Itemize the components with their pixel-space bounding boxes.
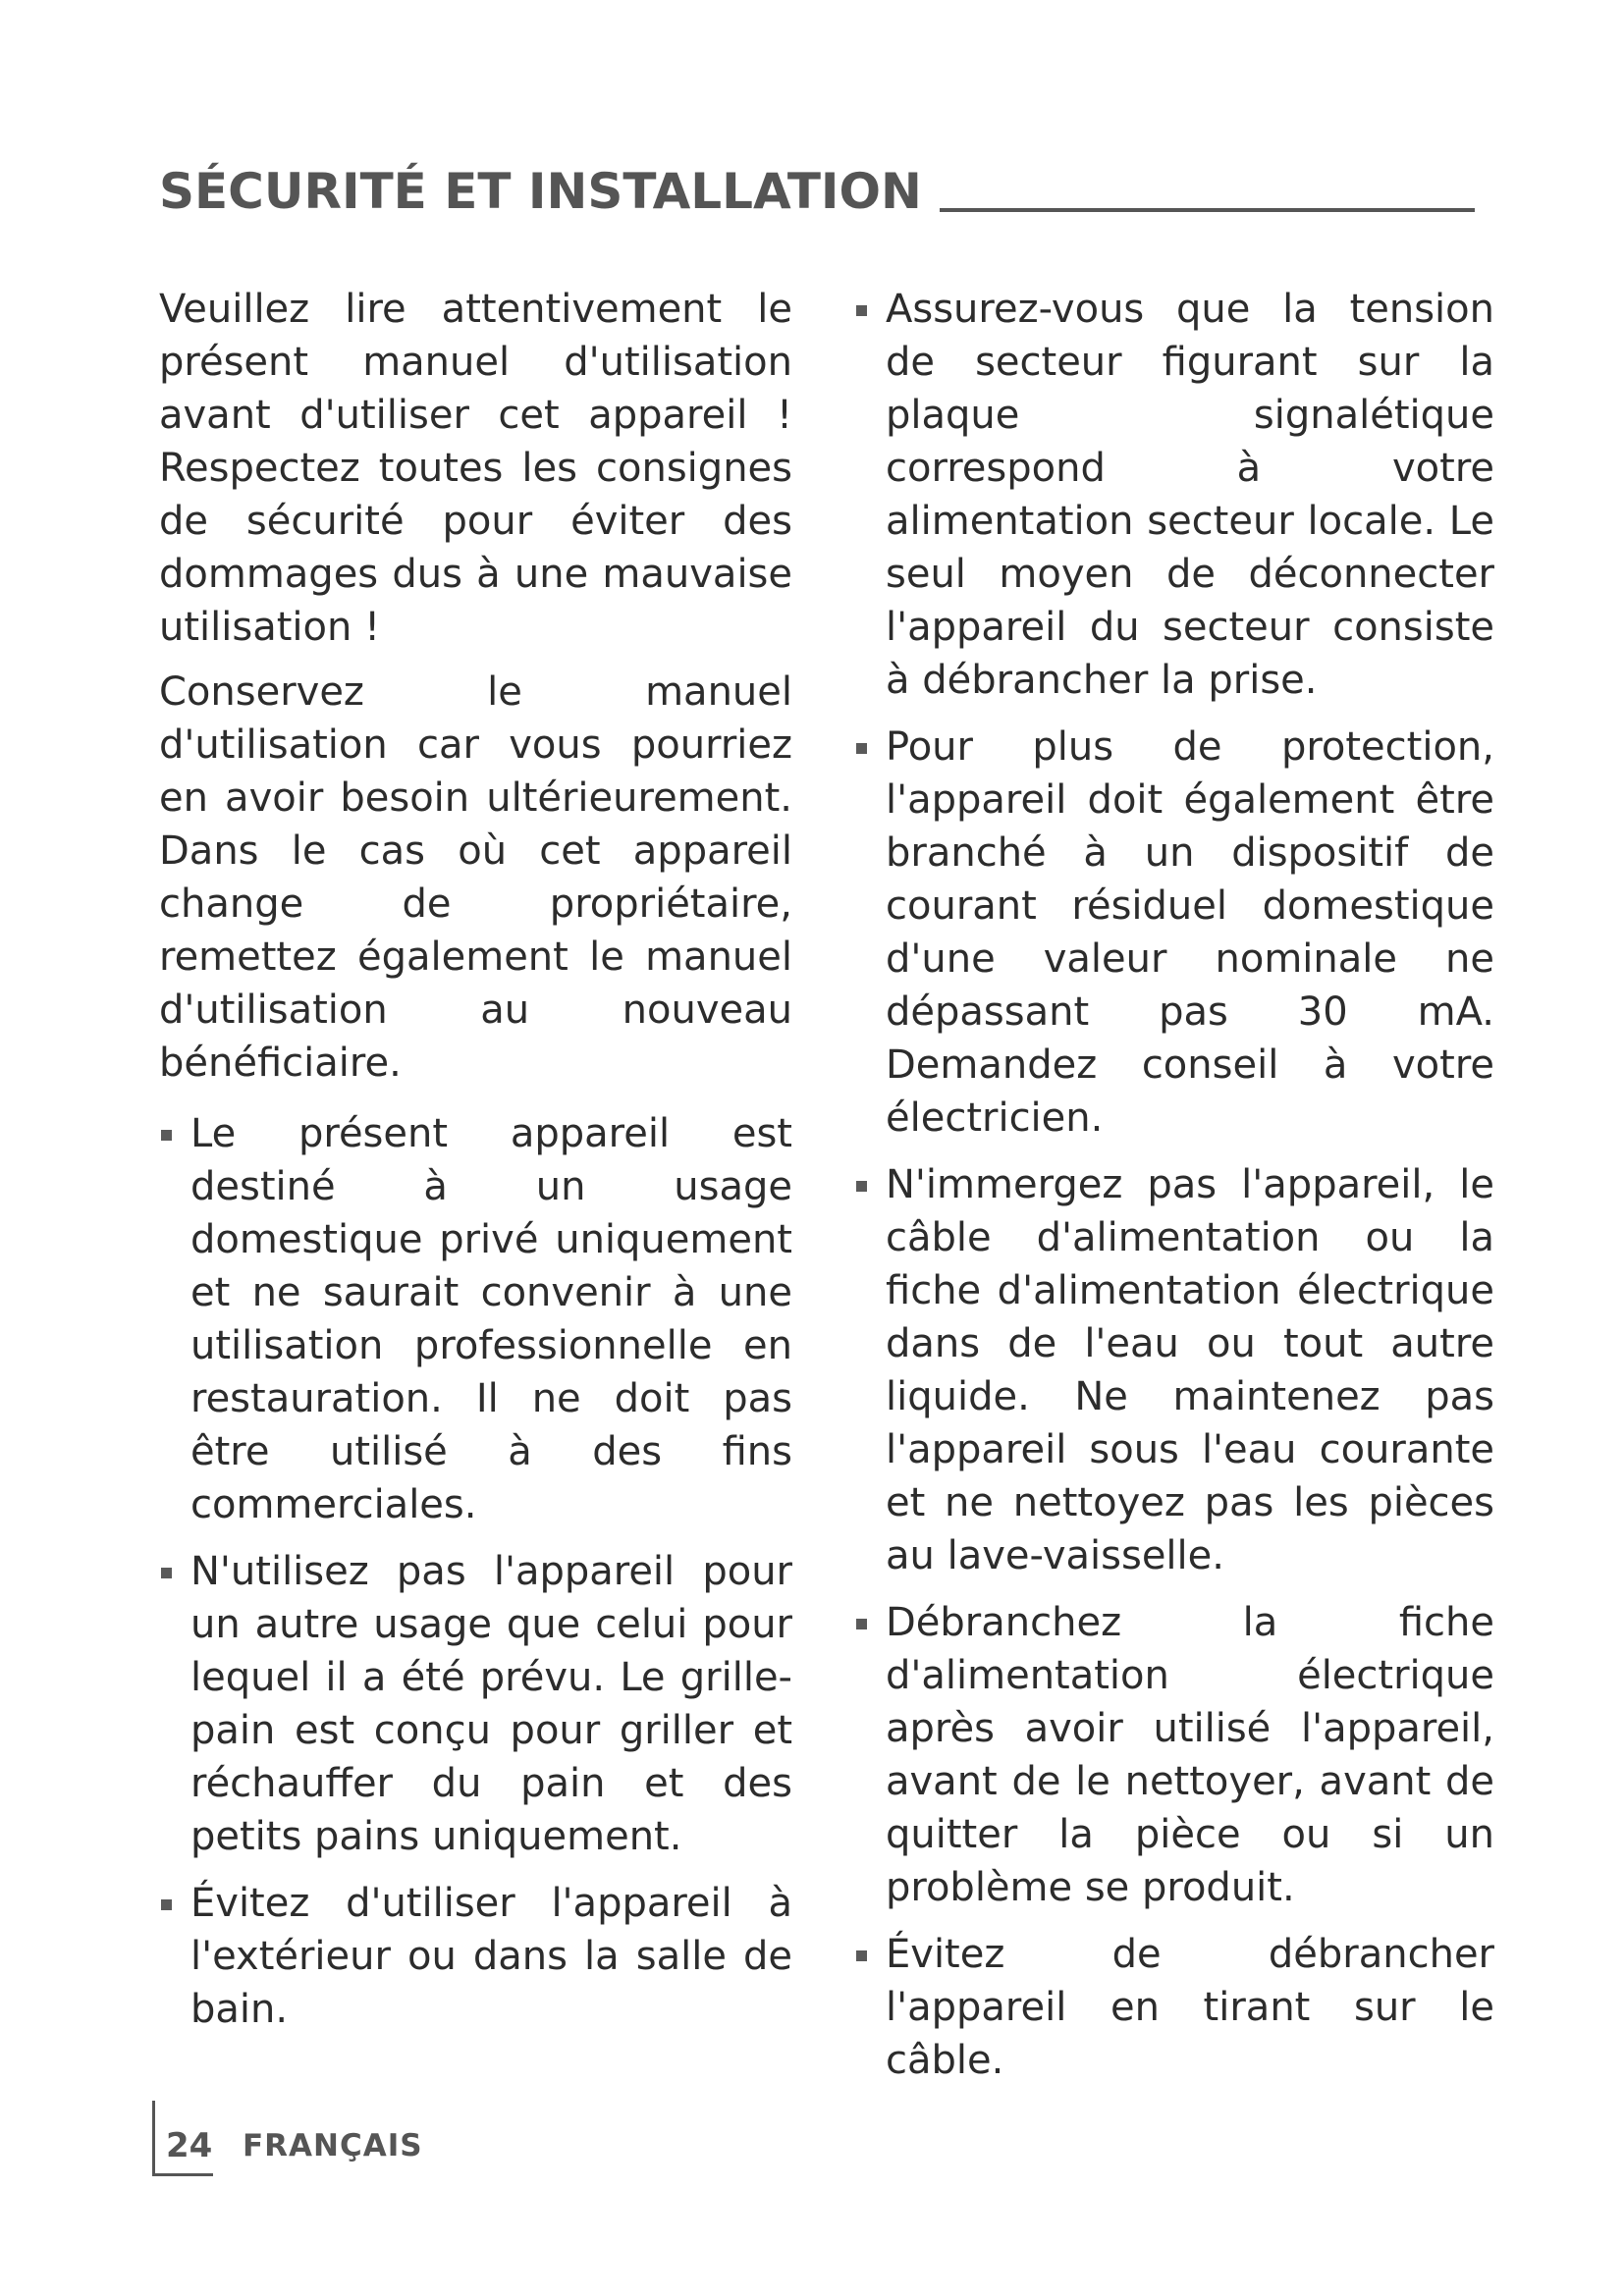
right-bullet-list [854, 283, 1494, 2087]
left-column [159, 283, 792, 2050]
square-bullet-icon [856, 1619, 867, 1629]
intro-paragraph-2: Conservez le manuel d'utilisation car vous pourriez en avoir besoin ultérieurement. Dans le cas où cet appareil change de propriétaire, remettez également le manuel d'utilisation au nouveau bénéficiaire. [159, 669, 792, 1086]
page-header [159, 147, 1475, 220]
list-item: Évitez d'utiliser l'appareil à l'extérieur ou dans la salle de bain. [159, 1877, 792, 2036]
square-bullet-icon [856, 743, 867, 754]
list-item: Évitez de débrancher l'appareil en tirant sur le câble. [854, 1928, 1494, 2087]
list-item: Débranchez la fiche d'alimentation électrique après avoir utilisé l'appareil, avant de le nettoyer, avant de quitter la pièce ou si un problème se produit. [854, 1596, 1494, 1914]
list-item: Assurez-vous que la tension de secteur figurant sur la plaque signalétique correspond à votre alimentation secteur locale. Le seul moyen de déconnecter l'appareil du secteur consiste à débrancher la prise. [854, 283, 1494, 707]
square-bullet-icon [161, 1899, 172, 1910]
intro-paragraph-1: Veuillez lire attentivement le présent manuel d'utilisation avant d'utiliser cet appareil ! Respectez toutes les consignes de sécurité pour éviter des dommages dus à une mauvaise utilisation ! [159, 287, 792, 650]
square-bullet-icon [856, 1181, 867, 1192]
footer-underline [152, 2173, 213, 2176]
list-item: N'utilisez pas l'appareil pour un autre usage que celui pour lequel il a été prévu. Le grille-pain est conçu pour griller et réchauffer du pain et des petits pains uniquement. [159, 1545, 792, 1863]
square-bullet-icon [161, 1130, 172, 1141]
square-bullet-icon [161, 1568, 172, 1578]
footer-corner-line [152, 2101, 155, 2175]
page-number: 24 [166, 2126, 213, 2165]
list-item: N'immergez pas l'appareil, le câble d'alimentation ou la fiche d'alimentation électrique dans de l'eau ou tout autre liquide. Ne maintenez pas l'appareil sous l'eau courante et ne nettoyez pas les pièces au lave-vaisselle. [854, 1158, 1494, 1582]
list-item: Le présent appareil est destiné à un usage domestique privé uniquement et ne saurait convenir à une utilisation professionnelle en restauration. Il ne doit pas être utilisé à des fins commerciales. [159, 1107, 792, 1531]
footer-language: FRANÇAIS [243, 2128, 423, 2163]
page-footer [152, 2101, 545, 2179]
left-bullet-list [159, 1107, 792, 2036]
right-column [854, 283, 1494, 2101]
square-bullet-icon [856, 1950, 867, 1961]
title-rule [940, 208, 1475, 212]
square-bullet-icon [856, 305, 867, 316]
list-item: Pour plus de protection, l'appareil doit également être branché à un dispositif de courant résiduel domestique d'une valeur nominale ne dépassant pas 30 mA. Demandez conseil à votre électricien. [854, 721, 1494, 1145]
page-title: SÉCURITÉ ET INSTALLATION [159, 163, 922, 220]
